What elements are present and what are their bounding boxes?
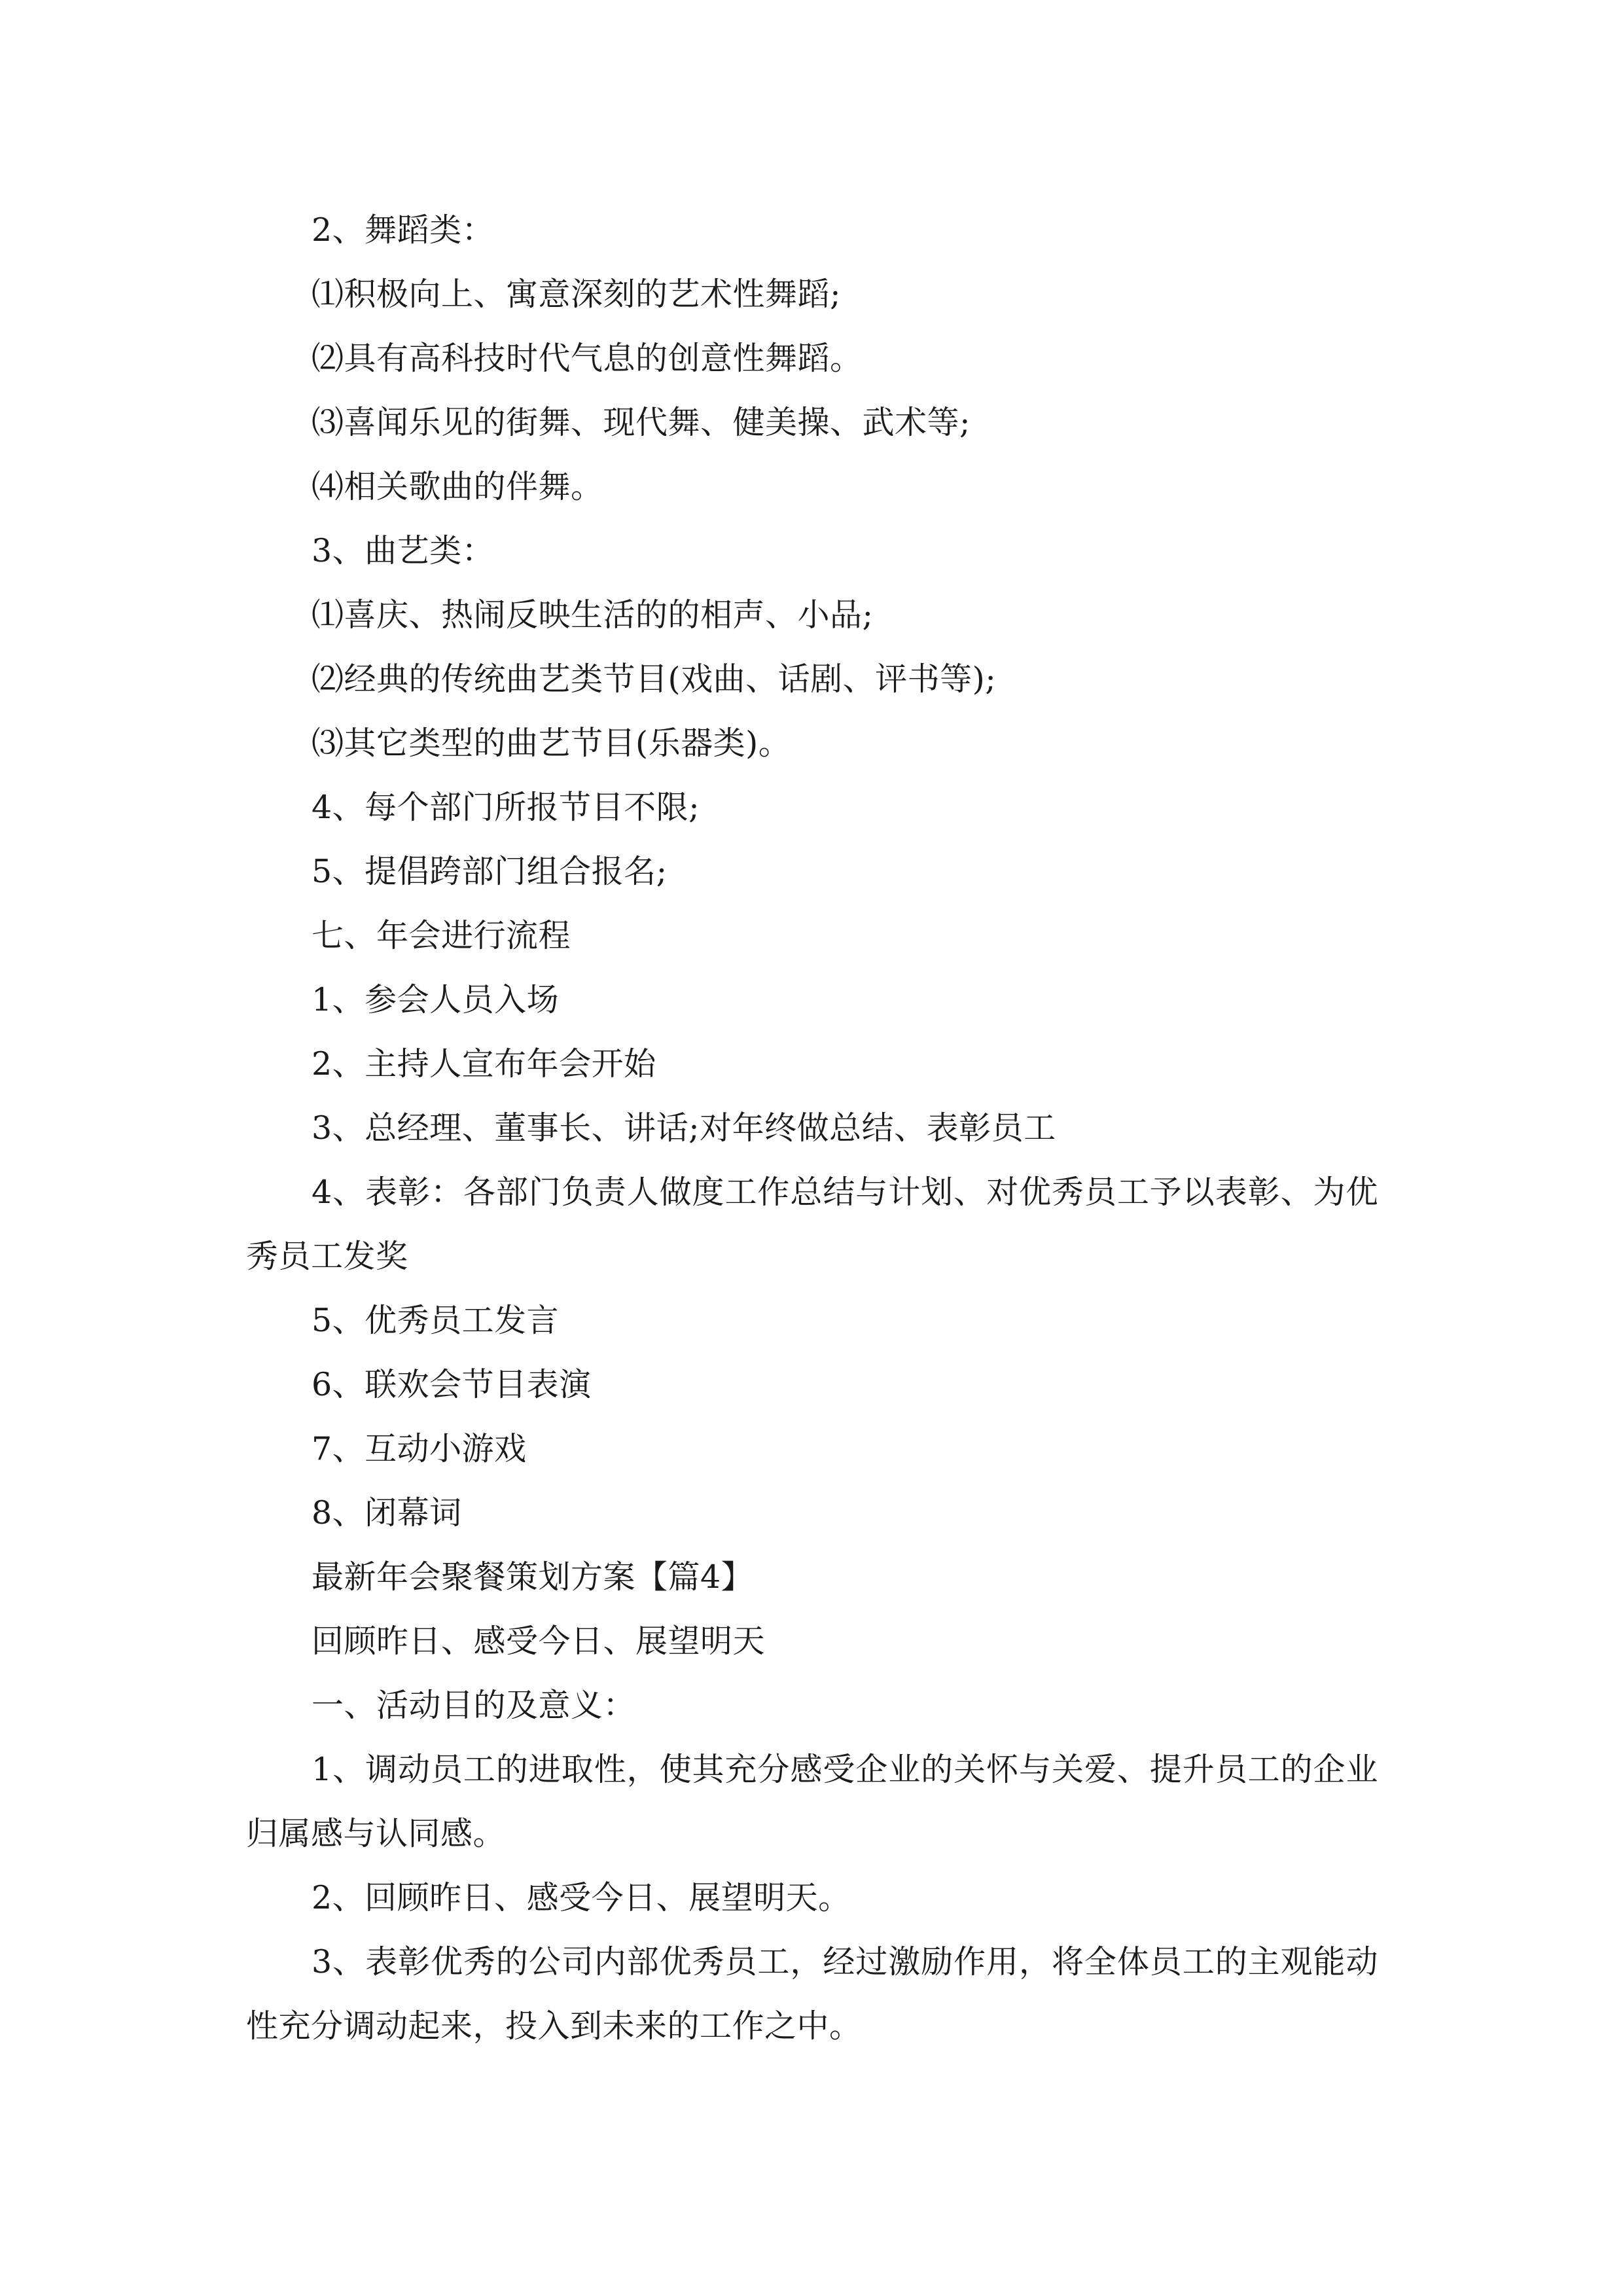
section-heading-flow: 七、年会进行流程: [312, 917, 571, 954]
paragraph-quyi-item-1: ⑴喜庆、热闹反映生活的的相声、小品;: [312, 596, 874, 634]
paragraph-dance-heading: 2、舞蹈类：: [312, 211, 495, 249]
paragraph-dance-item-3: ⑶喜闻乐见的街舞、现代舞、健美操、武术等;: [312, 404, 971, 441]
paragraph-flow-4: 4、表彰：各部门负责人做度工作总结与计划、对优秀员工予以表彰、为优秀员工发奖: [246, 1174, 1378, 1275]
paragraph-dance-item-1: ⑴积极向上、寓意深刻的艺术性舞蹈;: [312, 276, 842, 313]
paragraph-flow-5: 5、优秀员工发言: [312, 1302, 560, 1339]
paragraph-flow-7: 7、互动小游戏: [312, 1430, 527, 1467]
paragraph-purpose-2: 2、回顾昨日、感受今日、展望明天。: [312, 1879, 851, 1916]
paragraph-dance-item-2: ⑵具有高科技时代气息的创意性舞蹈。: [312, 340, 863, 377]
paragraph-quyi-item-2: ⑵经典的传统曲艺类节目(戏曲、话剧、评书等);: [312, 660, 997, 698]
paragraph-purpose-1: 1、调动员工的进取性，使其充分感受企业的关怀与关爱、提升员工的企业归属感与认同感。: [246, 1751, 1378, 1852]
section-heading-purpose: 一、活动目的及意义：: [312, 1687, 636, 1724]
paragraph-purpose-3: 3、表彰优秀的公司内部优秀员工，经过激励作用，将全体员工的主观能动性充分调动起来，投入到未来的工作之中。: [246, 1943, 1378, 2045]
paragraph-flow-1: 1、参会人员入场: [312, 981, 560, 1018]
article-title: 最新年会聚餐策划方案【篇4】: [312, 1558, 754, 1596]
paragraph-flow-8: 8、闭幕词: [312, 1494, 462, 1532]
article-theme: 回顾昨日、感受今日、展望明天: [312, 1623, 766, 1660]
document-body: [246, 198, 1378, 2058]
paragraph-dance-item-4: ⑷相关歌曲的伴舞。: [312, 468, 603, 505]
paragraph-quyi-heading: 3、曲艺类：: [312, 532, 495, 569]
paragraph-flow-3: 3、总经理、董事长、讲话;对年终做总结、表彰员工: [312, 1109, 1056, 1147]
paragraph-flow-2: 2、主持人宣布年会开始: [312, 1045, 656, 1083]
paragraph-flow-6: 6、联欢会节目表演: [312, 1366, 592, 1403]
paragraph-rule-4: 4、每个部门所报节目不限;: [312, 789, 700, 826]
paragraph-rule-5: 5、提倡跨部门组合报名;: [312, 853, 668, 890]
paragraph-quyi-item-3: ⑶其它类型的曲艺节目(乐器类)。: [312, 725, 791, 762]
